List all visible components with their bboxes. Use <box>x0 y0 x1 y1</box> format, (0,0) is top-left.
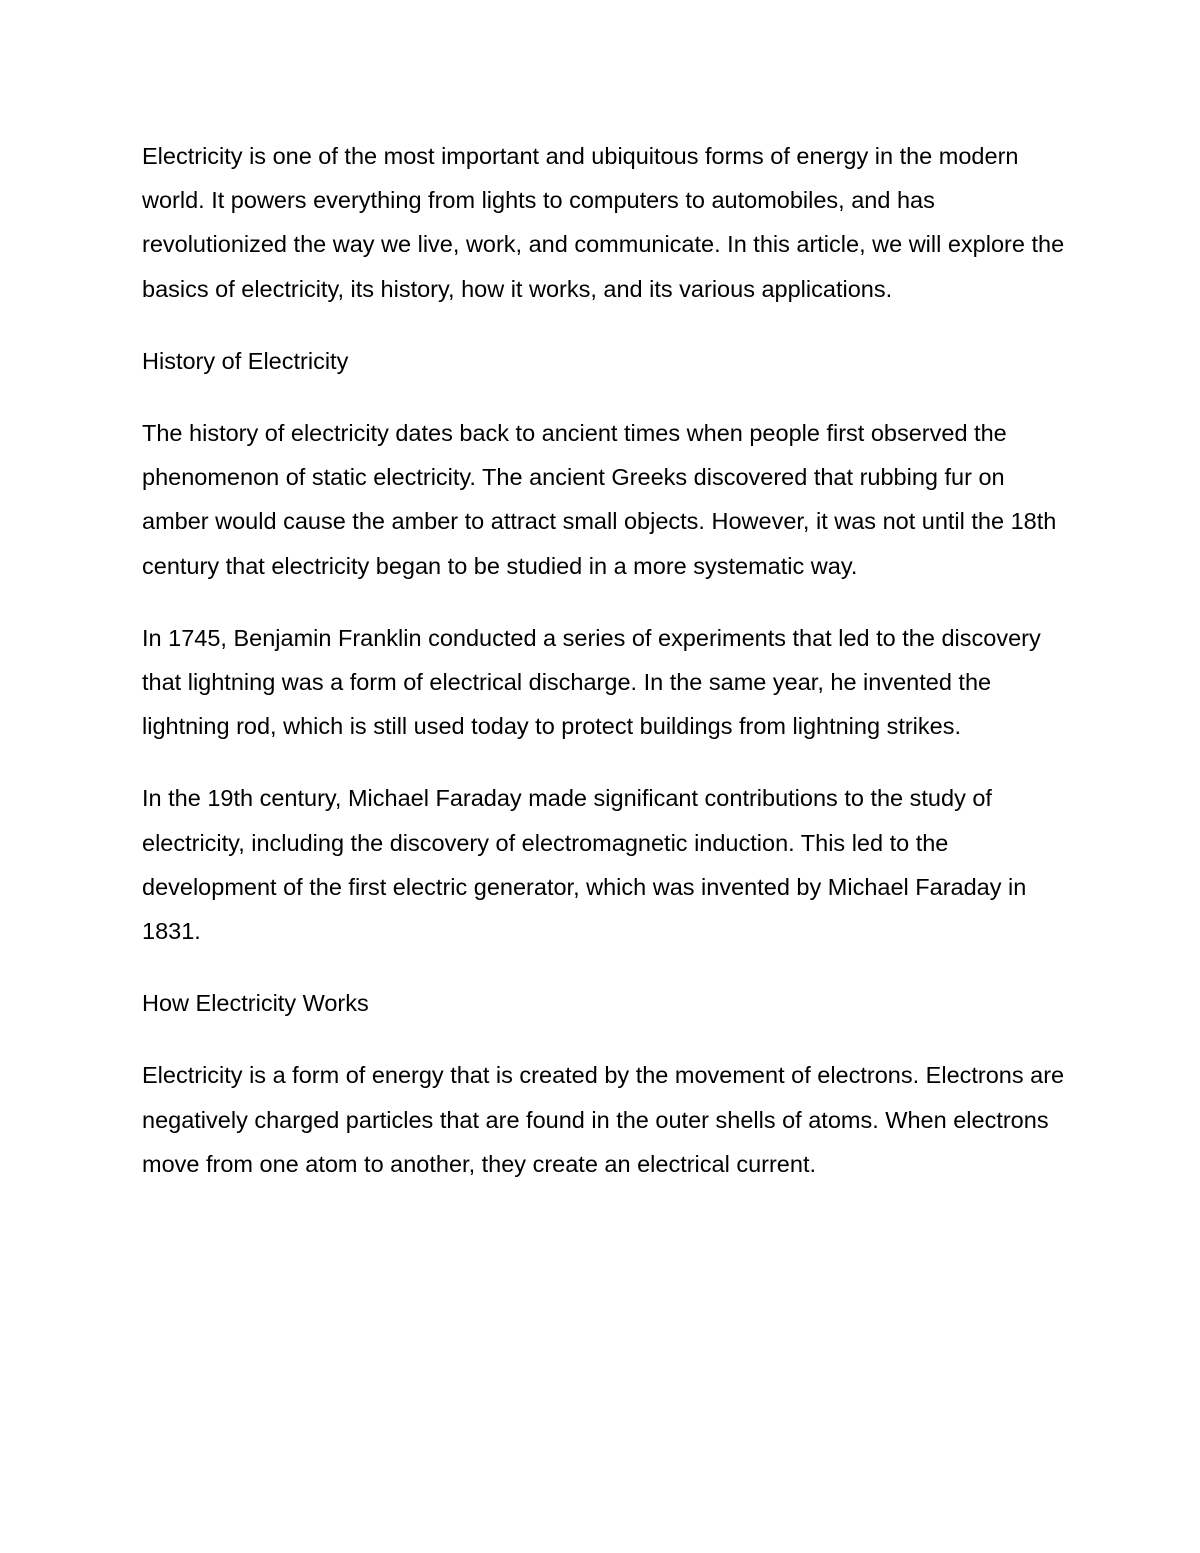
history-paragraph-faraday: In the 19th century, Michael Faraday made significant contributions to the study of electricity, including the discovery of electromagnetic induction. This led to the development of the first electric generator, which was invented by Michael Faraday in 1831. <box>142 785 1027 945</box>
how-it-works-paragraph: Electricity is a form of energy that is created by the movement of electrons. Electrons are negatively charged particles that are found in the outer shells of atoms. When electrons move from one atom to another, they create an electrical current. <box>142 1062 1065 1177</box>
history-paragraph-ancient: The history of electricity dates back to ancient times when people first observed the phenomenon of static electricity. The ancient Greeks discovered that rubbing fur on amber would cause the amber to attract small objects. However, it was not until the 18th century that electricity began to be studied in a more systematic way. <box>142 420 1057 579</box>
section-heading-how-it-works: How Electricity Works <box>142 990 369 1017</box>
history-paragraph-franklin: In 1745, Benjamin Franklin conducted a series of experiments that led to the discovery that lightning was a form of electrical discharge. In the same year, he invented the lightning rod, which is still used today to protect buildings from lightning strikes. <box>142 624 1041 740</box>
document-body <box>142 134 1072 1214</box>
intro-paragraph: Electricity is one of the most important and ubiquitous forms of energy in the modern world. It powers everything from lights to computers to automobiles, and has revolutionized the way we live, work, and communicate. In this article, we will explore the basics of electricity, its history, how it works, and its various applications. <box>142 143 1065 302</box>
section-heading-history: History of Electricity <box>142 347 349 374</box>
